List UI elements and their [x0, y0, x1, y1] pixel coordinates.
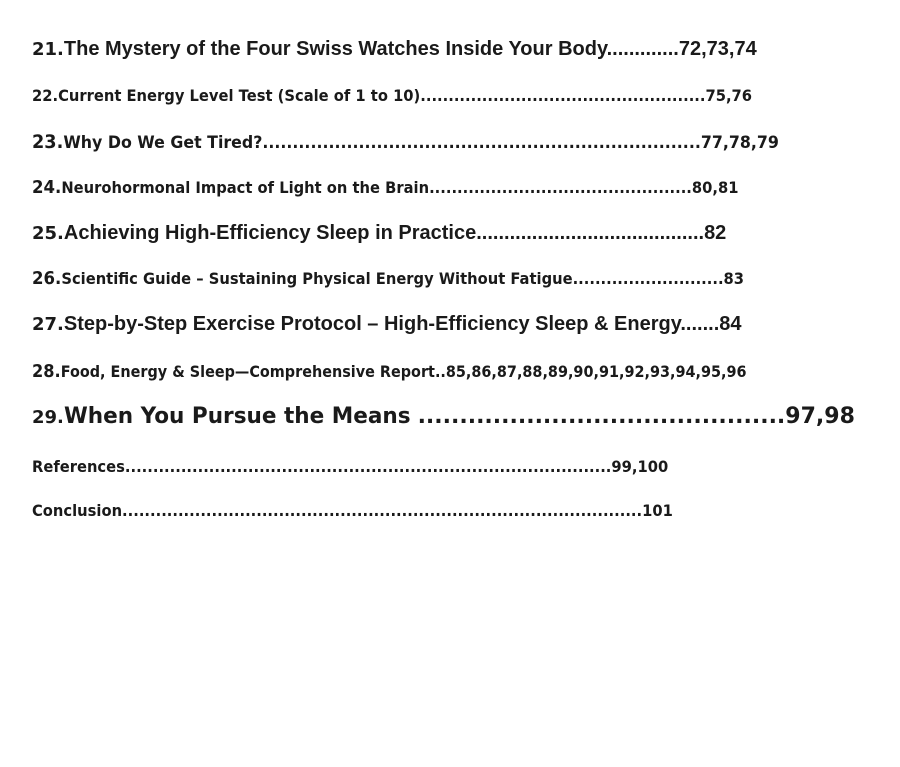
toc-entry-title: Conclusion — [32, 501, 123, 520]
toc-entry-pages: 85,86,87,88,89,90,91,92,93,94,95,96 — [445, 362, 747, 381]
toc-entry-number: 25. — [32, 223, 64, 244]
toc-leader-dots: ............. — [606, 38, 679, 60]
toc-entry-title: When You Pursue the Means — [63, 404, 411, 429]
toc-entry-pages: 97,98 — [785, 404, 855, 429]
toc-entry-title: Achieving High-Efficiency Sleep in Practice — [63, 222, 477, 244]
toc-entry-number: 28. — [32, 361, 61, 382]
toc-entry-title: The Mystery of the Four Swiss Watches Inside Your Body — [63, 38, 607, 60]
toc-entry-23 — [32, 131, 779, 153]
toc-leader-dots: ........................... — [572, 269, 724, 288]
toc-leader-dots: .. — [434, 362, 446, 381]
toc-leader-dots: ......................................................................... — [262, 133, 701, 153]
toc-leader-dots: ............................................... — [429, 178, 692, 197]
toc-entry-number: 23. — [32, 131, 64, 153]
toc-entry-pages: 77,78,79 — [700, 133, 779, 153]
toc-entry-29 — [32, 404, 855, 429]
toc-entry-conclusion — [32, 501, 673, 520]
toc-leader-dots: ....................................................................................... — [124, 457, 612, 476]
toc-entry-24 — [32, 177, 738, 198]
toc-entry-title: Food, Energy & Sleep—Comprehensive Report — [60, 362, 435, 381]
toc-entry-number: 29. — [32, 407, 64, 428]
toc-entry-title: Neurohormonal Impact of Light on the Brain — [61, 178, 430, 197]
toc-entry-22 — [32, 86, 752, 105]
toc-entry-pages: 99,100 — [611, 457, 669, 476]
toc-entry-references — [32, 457, 668, 476]
toc-entry-pages: 83 — [723, 269, 745, 288]
toc-leader-dots: ............................................................................................. — [122, 501, 643, 520]
toc-entry-28 — [32, 361, 747, 382]
toc-entry-pages: 82 — [704, 222, 727, 244]
toc-leader-dots: ............................................ — [417, 404, 786, 429]
toc-entry-pages: 72,73,74 — [678, 38, 757, 60]
toc-entry-27 — [32, 313, 742, 336]
toc-entry-number: 27. — [32, 314, 64, 335]
toc-entry-pages: 75,76 — [705, 86, 753, 105]
toc-entry-number: 24. — [32, 177, 62, 198]
toc-leader-dots: ................................................... — [420, 86, 706, 105]
toc-entry-title: Step-by-Step Exercise Protocol – High-Efficiency Sleep & Energy — [63, 313, 681, 335]
toc-entry-title: References — [32, 457, 125, 476]
toc-entry-pages: 80,81 — [691, 178, 739, 197]
toc-entry-number: 22. — [32, 86, 59, 105]
toc-entry-pages: 84 — [719, 313, 742, 335]
toc-entry-number: 21. — [32, 39, 64, 60]
toc-entry-pages: 101 — [642, 501, 673, 520]
toc-entry-title: Scientific Guide – Sustaining Physical Energy Without Fatigue — [61, 269, 573, 288]
toc-entry-title: Why Do We Get Tired? — [63, 133, 263, 153]
toc-leader-dots: ....... — [680, 313, 720, 335]
toc-leader-dots: ......................................... — [476, 222, 705, 244]
toc-entry-title: Current Energy Level Test (Scale of 1 to 10) — [58, 86, 421, 105]
toc-entry-number: 26. — [32, 268, 62, 289]
toc-entry-21 — [32, 38, 757, 61]
toc-entry-25 — [32, 222, 726, 245]
toc-entry-26 — [32, 268, 744, 289]
